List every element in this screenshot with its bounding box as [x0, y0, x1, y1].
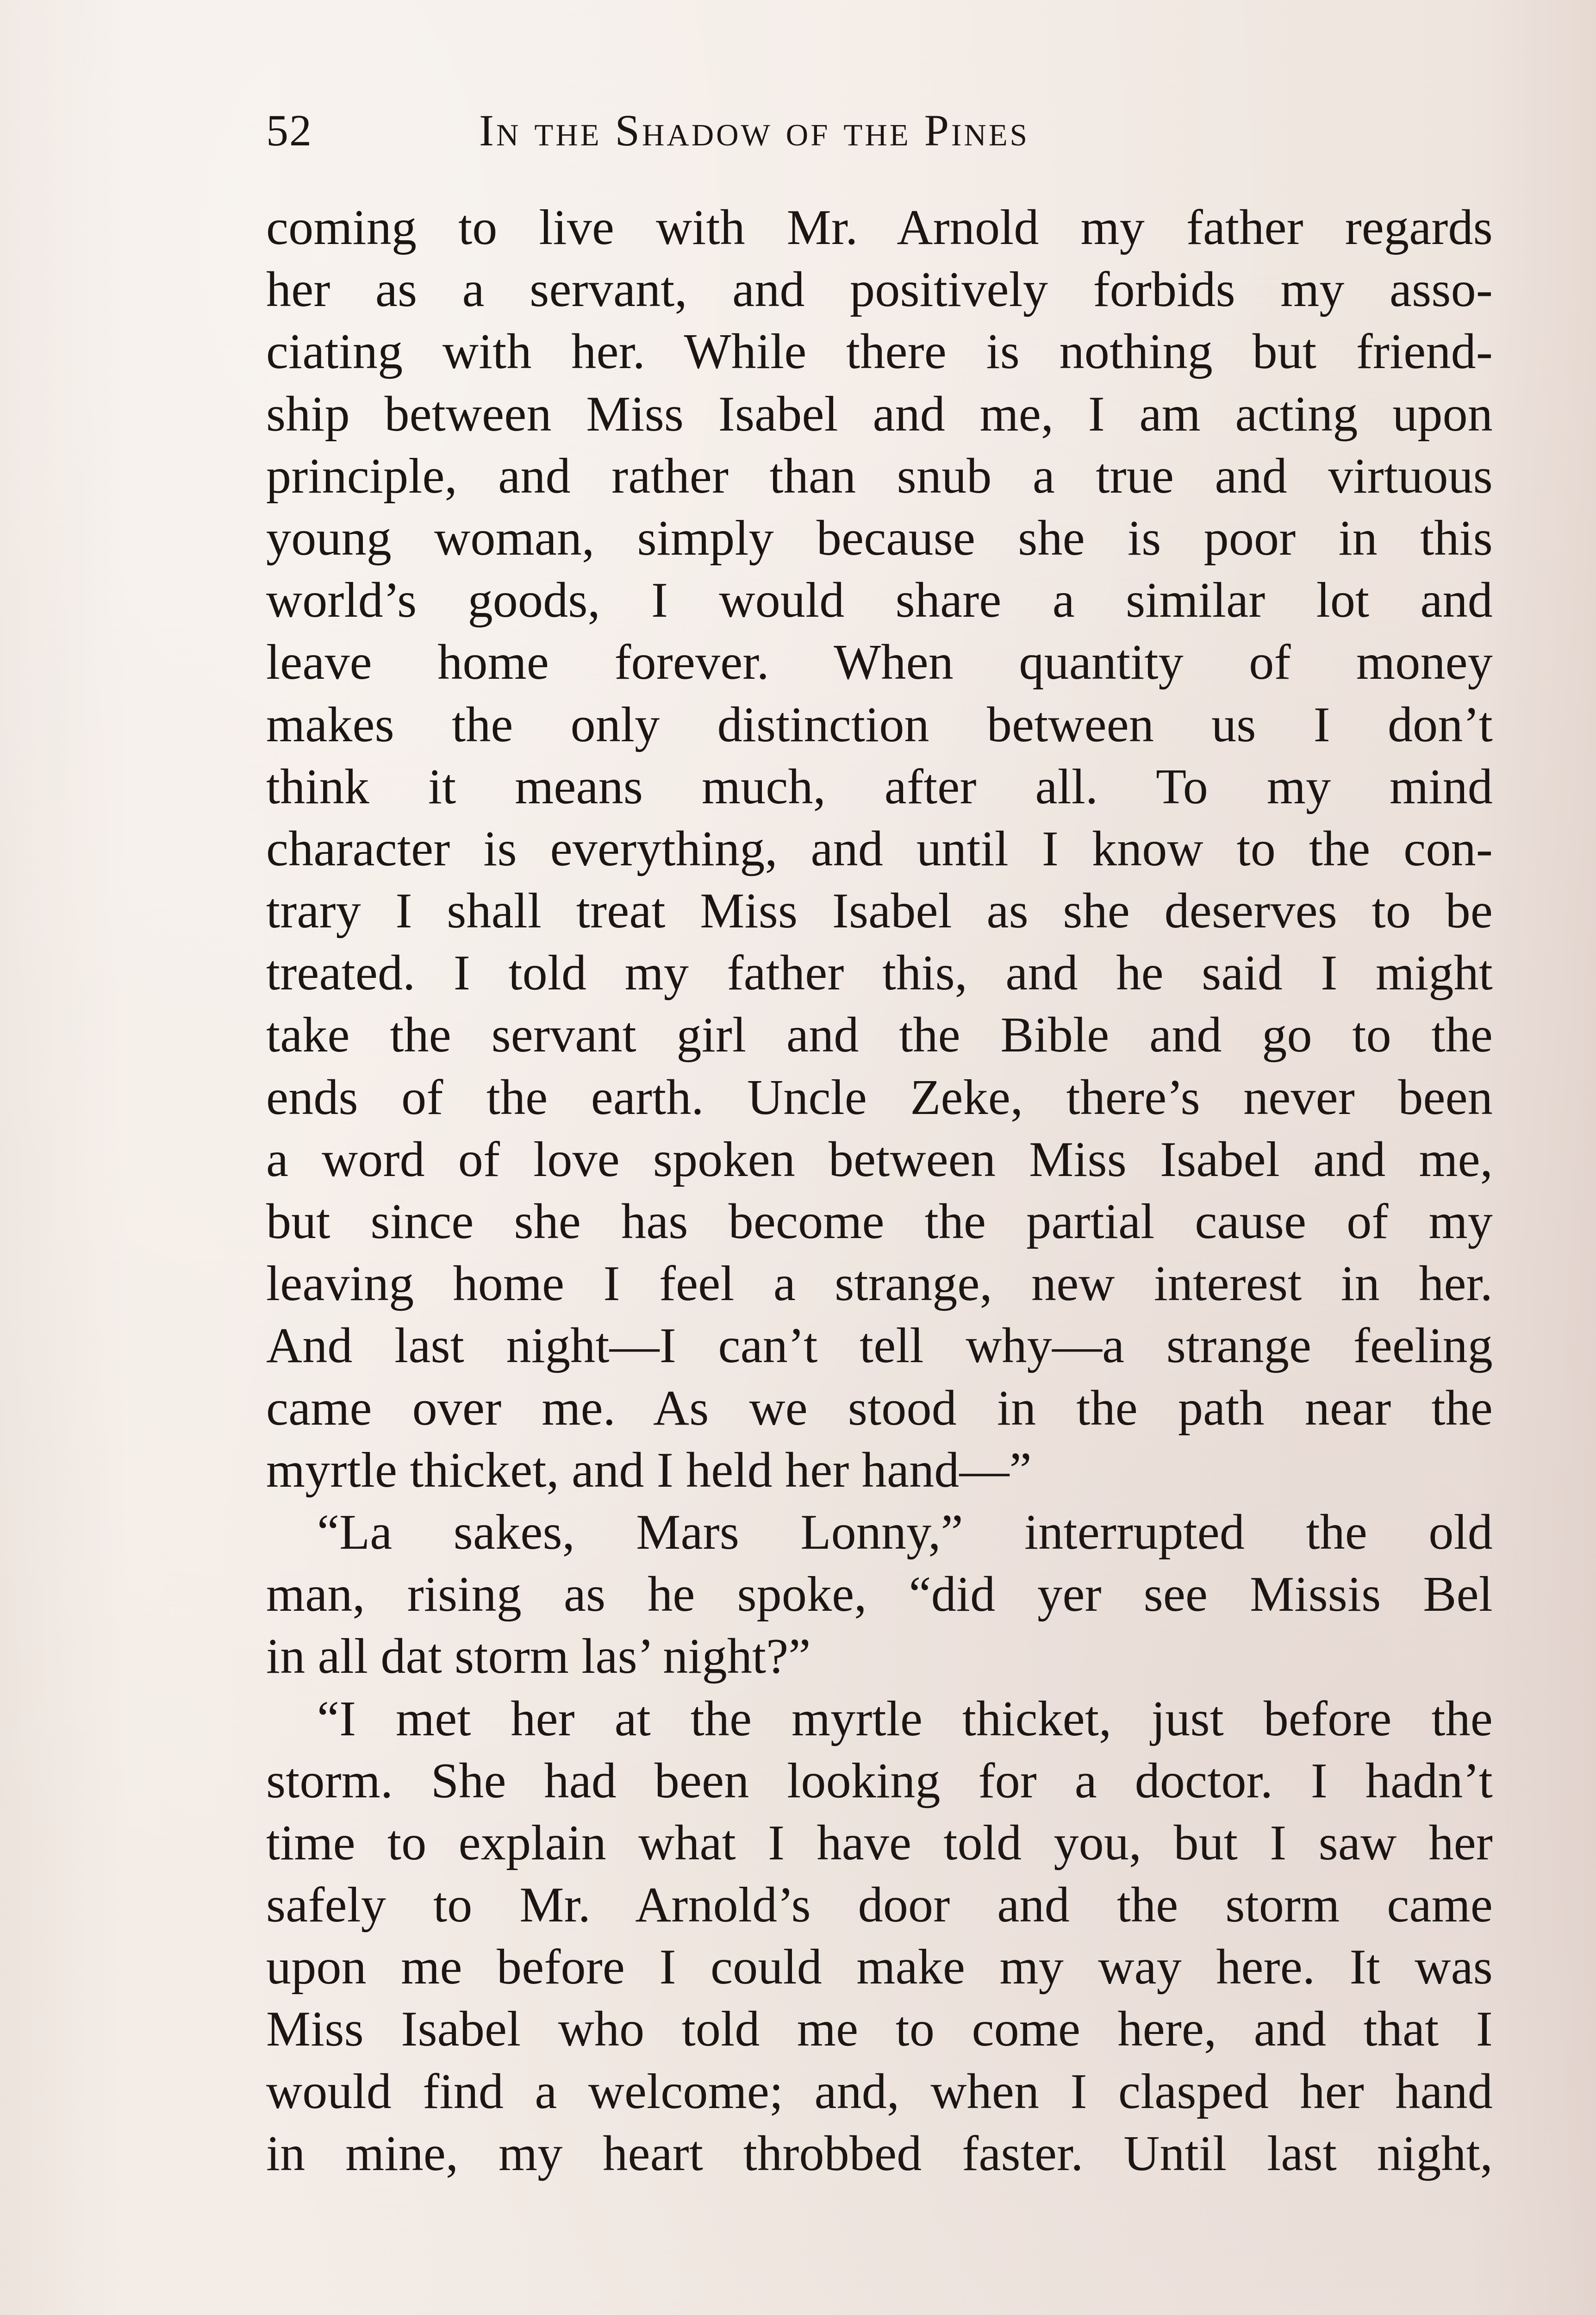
text-line: “La sakes, Mars Lonny,” interrupted the old: [317, 1504, 1493, 1560]
text-line: young woman, simply because she is poor in this: [266, 510, 1493, 566]
text-line: would find a welcome; and, when I clasped her hand: [266, 2064, 1493, 2119]
text-line: character is everything, and until I know to the con-: [266, 821, 1493, 876]
text-line: treated. I told my father this, and he said I might: [266, 945, 1493, 1001]
text-line: in mine, my heart throbbed faster. Until last night,: [266, 2126, 1493, 2181]
text-line: ends of the earth. Uncle Zeke, there’s never been: [266, 1070, 1493, 1125]
text-line: myrtle thicket, and I held her hand—”: [266, 1442, 1032, 1498]
text-line: ciating with her. While there is nothing but friend-: [266, 324, 1493, 380]
text-line: trary I shall treat Miss Isabel as she deserves to be: [266, 883, 1493, 939]
text-line: storm. She had been looking for a doctor. I hadn’t: [266, 1753, 1493, 1808]
text-line: take the servant girl and the Bible and go to the: [266, 1007, 1493, 1063]
body-text: [266, 197, 1493, 2185]
text-line: safely to Mr. Arnold’s door and the storm came: [266, 1877, 1493, 1933]
text-line: makes the only distinction between us I don’t: [266, 697, 1493, 752]
text-line: time to explain what I have told you, but I saw her: [266, 1815, 1493, 1871]
text-line: leaving home I feel a strange, new interest in her.: [266, 1256, 1493, 1312]
text-line: world’s goods, I would share a similar lot and: [266, 573, 1493, 628]
text-line: upon me before I could make my way here. It was: [266, 1940, 1493, 1995]
text-line: “I met her at the myrtle thicket, just before the: [317, 1691, 1493, 1746]
running-title: In the Shadow of the Pines: [479, 106, 1029, 155]
text-line: her as a servant, and positively forbids my asso-: [266, 262, 1493, 318]
text-line: And last night—I can’t tell why—a strange feeling: [266, 1318, 1493, 1374]
text-line: ship between Miss Isabel and me, I am acting upon: [266, 386, 1493, 442]
text-line: principle, and rather than snub a true and virtuous: [266, 448, 1493, 504]
text-line: leave home forever. When quantity of money: [266, 635, 1493, 690]
page-number: 52: [266, 106, 312, 155]
text-line: but since she has become the partial cause of my: [266, 1194, 1493, 1249]
text-line: man, rising as he spoke, “did yer see Missis Bel: [266, 1567, 1493, 1622]
text-line: came over me. As we stood in the path near the: [266, 1380, 1493, 1436]
text-line: coming to live with Mr. Arnold my father regards: [266, 200, 1493, 255]
text-line: a word of love spoken between Miss Isabel and me,: [266, 1132, 1493, 1187]
text-line: in all dat storm las’ night?”: [266, 1629, 811, 1684]
text-line: think it means much, after all. To my mind: [266, 759, 1493, 814]
text-line: Miss Isabel who told me to come here, and that I: [266, 2002, 1493, 2057]
running-head: [266, 98, 1493, 163]
